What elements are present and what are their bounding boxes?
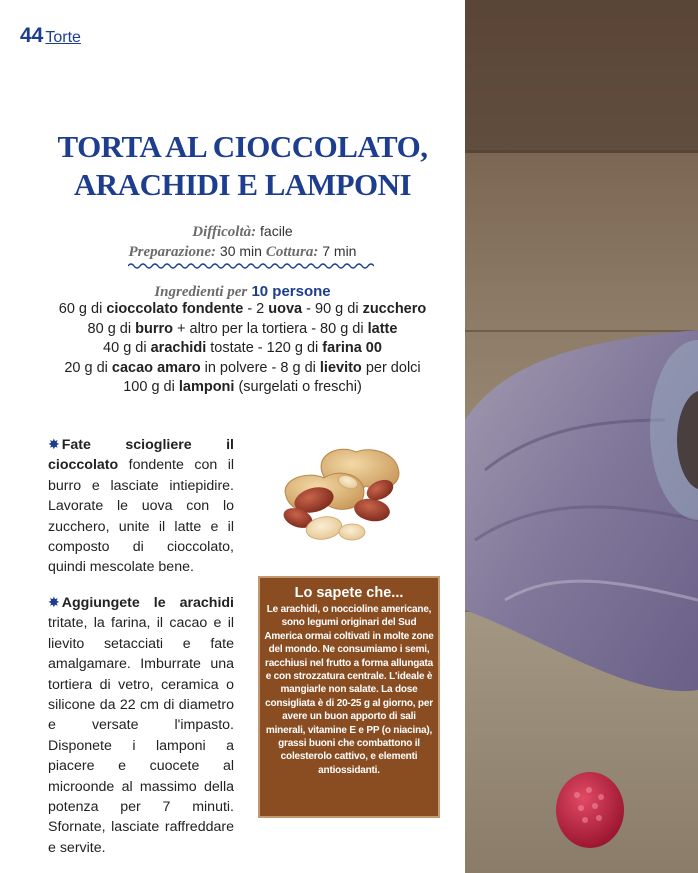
section-link[interactable]: Torte xyxy=(45,29,81,46)
ingredient-line xyxy=(20,300,465,320)
ingredient-text: 20 g di xyxy=(64,359,112,376)
ingredient-text: 60 g di xyxy=(58,301,107,317)
ingredient-line xyxy=(20,378,465,398)
ingredient-text: 100 g di xyxy=(123,379,179,396)
info-box-title: Lo sapete che... xyxy=(294,585,404,601)
step-2 xyxy=(48,592,234,858)
difficulty-label: Difficoltà: xyxy=(192,224,257,240)
step-1-text: fondente con il burro e lasciate intiepidire. Lavorate le uova con lo zucchero, unite il latte e il composto di cioccolato, quindi mescolate bene. xyxy=(48,457,234,576)
title-line-1: TORTA AL CIOCCOLATO, xyxy=(57,129,428,164)
ingredient-text: - 2 xyxy=(243,301,269,317)
page-header xyxy=(20,24,81,46)
ingredient-name: farina 00 xyxy=(322,340,382,357)
ingredient-text: + altro per la tortiera - 80 g di xyxy=(172,320,368,337)
servings: 10 persone xyxy=(251,283,331,300)
time-row xyxy=(20,242,465,262)
recipe-photo xyxy=(465,0,698,873)
ingredients-label: Ingredienti per xyxy=(154,284,248,300)
ingredient-line xyxy=(20,320,465,340)
asterisk-star-icon: ✸ xyxy=(48,436,60,452)
ingredient-name: zucchero xyxy=(362,301,427,317)
title-line-2: ARACHIDI E LAMPONI xyxy=(73,167,412,202)
ingredient-text: - 90 g di xyxy=(302,301,363,317)
ingredient-name: latte xyxy=(367,320,398,337)
cook-value: 7 min xyxy=(322,243,357,259)
step-1 xyxy=(48,434,234,578)
difficulty-row xyxy=(20,222,465,242)
ingredient-name: lievito xyxy=(319,359,362,376)
ingredient-name: lamponi xyxy=(178,379,235,396)
ingredient-text: per dolci xyxy=(361,359,421,376)
prep-label: Preparazione: xyxy=(128,244,217,260)
peanuts-image xyxy=(276,434,418,544)
ingredients-list xyxy=(20,300,465,398)
wave-divider xyxy=(128,262,374,270)
ingredient-line xyxy=(20,359,465,379)
ingredient-name: cioccolato fondente xyxy=(106,301,244,317)
ingredient-name: uova xyxy=(268,301,303,317)
ingredient-line xyxy=(20,339,465,359)
asterisk-star-icon: ✸ xyxy=(48,594,60,610)
ingredient-text: 80 g di xyxy=(87,320,136,337)
difficulty-value: facile xyxy=(260,223,293,239)
recipe-title xyxy=(20,128,465,204)
ingredient-text: tostate - 120 g di xyxy=(206,340,323,357)
prep-value: 30 min xyxy=(219,243,262,259)
ingredients-heading xyxy=(20,283,465,301)
info-box xyxy=(258,576,440,818)
ingredient-name: burro xyxy=(135,320,173,337)
step-2-lead: Aggiungete le arachidi xyxy=(61,595,234,611)
info-box-text: Le arachidi, o noccioline americane, sono legumi originari del Sud America ormai coltivati in molte zone del mondo. Ne consumiamo i semi, racchiusi nel frutto a forma allungata e con strozzatura centrale. L'ideale è mangiarle non salate. La dose consigliata è di 20-25 g al giorno, per avere un buon apporto di sali minerali, vitamine E e PP (o niacina), grassi buoni che combattono il colesterolo cattivo, e elementi antiossidanti. xyxy=(264,604,434,776)
cook-label: Cottura: xyxy=(265,244,319,260)
page-number: 44 xyxy=(20,24,44,47)
ingredient-text: (surgelati o freschi) xyxy=(234,379,362,396)
ingredient-name: cacao amaro xyxy=(111,359,201,376)
step-1-lead: Fate sciogliere il cioccolato xyxy=(48,437,234,474)
step-2-text: tritate, la farina, il cacao e il lievito setacciati e fate amalgamare. Imburrate una tortiera di vetro, ceramica o silicone da 22 cm di diametro e versate l'impasto. Disponete i lamponi a piacere e cuocete al microonde al massimo della potenza per 7 minuti. Sfornate, lasciate raffreddare e servite. xyxy=(48,615,234,856)
recipe-meta xyxy=(20,222,465,262)
ingredient-text: in polvere - 8 g di xyxy=(200,359,320,376)
ingredient-text: 40 g di xyxy=(103,340,151,357)
ingredient-name: arachidi xyxy=(150,340,207,357)
